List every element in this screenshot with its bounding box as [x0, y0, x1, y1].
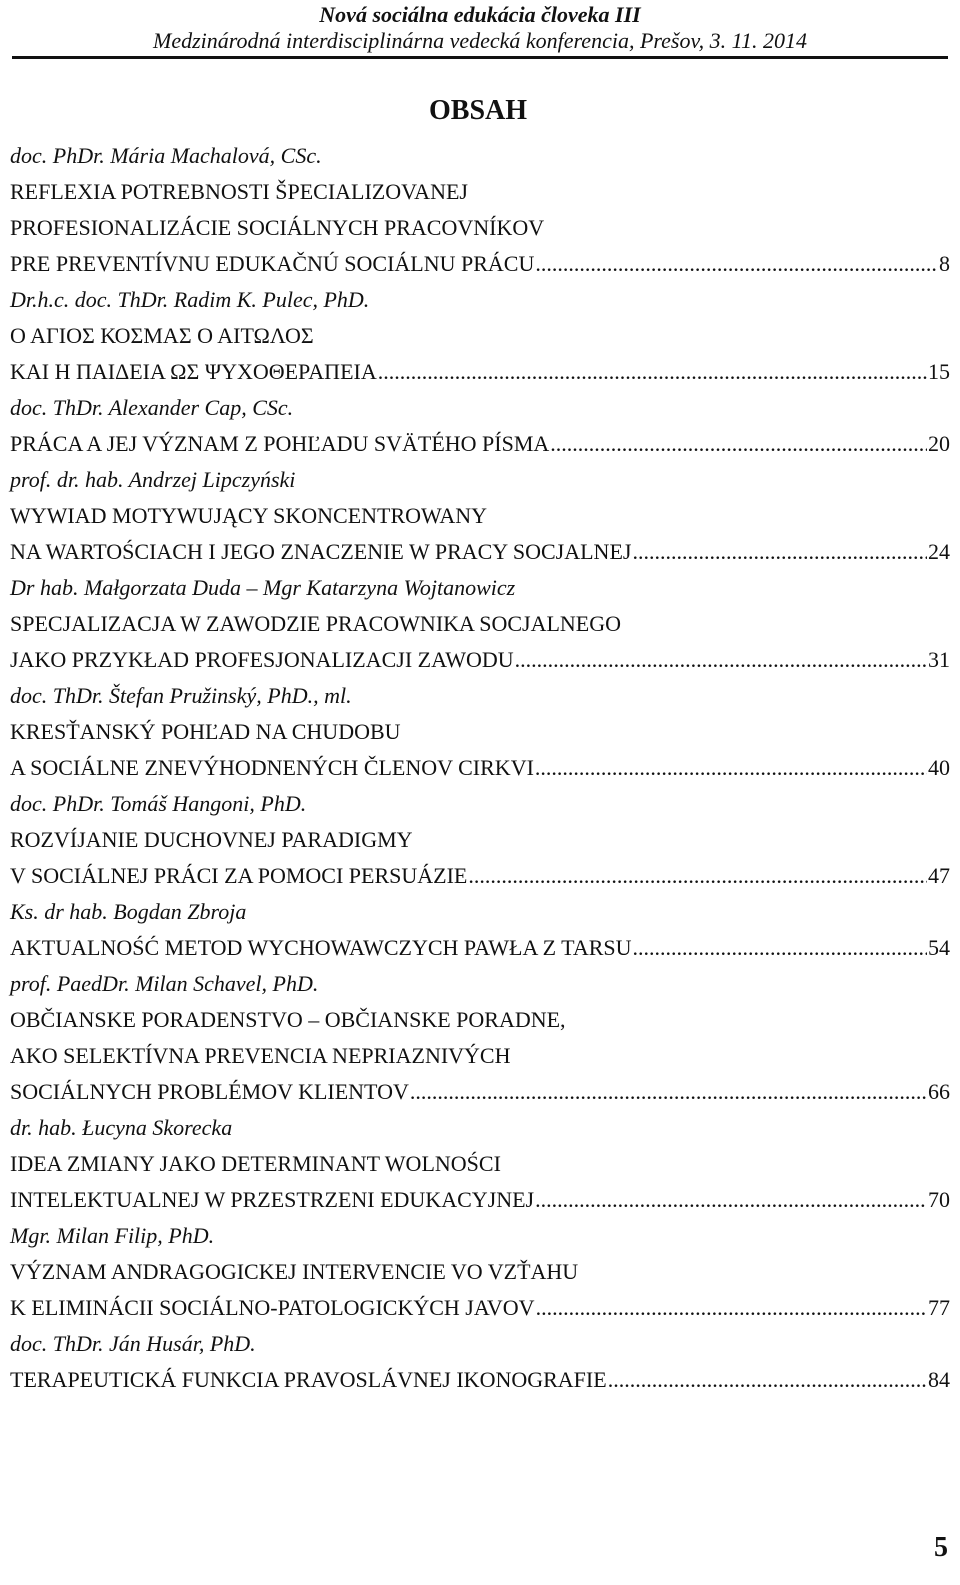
- toc-entry[interactable]: [10, 390, 950, 462]
- toc-title-line: VÝZNAM ANDRAGOGICKEJ INTERVENCIE VO VZŤAHU: [10, 1259, 579, 1284]
- toc-author: Ks. dr hab. Bogdan Zbroja: [10, 899, 247, 924]
- toc-leader-dots: [633, 930, 927, 966]
- toc-entry[interactable]: [10, 786, 950, 894]
- toc-title-last-line: [10, 534, 950, 570]
- toc-author: Dr hab. Małgorzata Duda – Mgr Katarzyna Wojtanowicz: [10, 575, 516, 600]
- toc-author: doc. PhDr. Tomáš Hangoni, PhD.: [10, 791, 307, 816]
- toc-page-number: 15: [928, 359, 950, 384]
- toc-title-text: TERAPEUTICKÁ FUNKCIA PRAVOSLÁVNEJ IKONOGRAFIE: [10, 1367, 607, 1392]
- header-rule: [12, 56, 948, 59]
- header-subtitle: Medzinárodná interdisciplinárna vedecká konferencia, Prešov, 3. 11. 2014: [153, 28, 807, 53]
- toc-entry[interactable]: [10, 678, 950, 786]
- toc-entry[interactable]: [10, 282, 950, 390]
- toc-title-text: V SOCIÁLNEJ PRÁCI ZA POMOCI PERSUÁZIE: [10, 863, 468, 888]
- toc-leader-dots: [468, 858, 927, 894]
- toc-page-number: 54: [928, 935, 950, 960]
- toc-title-text: PRÁCA A JEJ VÝZNAM Z POHĽADU SVÄTÉHO PÍSMA: [10, 431, 550, 456]
- toc-title-line: SPECJALIZACJA W ZAWODZIE PRACOWNIKA SOCJALNEGO: [10, 611, 621, 636]
- toc-page-number: 70: [928, 1187, 950, 1212]
- toc-entry[interactable]: [10, 570, 950, 678]
- toc-leader-dots: [515, 642, 927, 678]
- toc-page-number: 20: [928, 431, 950, 456]
- table-of-contents: [10, 138, 950, 1398]
- toc-entry[interactable]: [10, 462, 950, 570]
- toc-title-text: JAKO PRZYKŁAD PROFESJONALIZACJI ZAWODU: [10, 647, 514, 672]
- page-header: [0, 0, 960, 54]
- toc-leader-dots: [535, 1182, 927, 1218]
- toc-entry[interactable]: [10, 894, 950, 966]
- toc-title-text: PRE PREVENTÍVNU EDUKAČNÚ SOCIÁLNU PRÁCU: [10, 251, 535, 276]
- page-title: OBSAH: [429, 95, 528, 126]
- toc-title-line: KRESŤANSKÝ POHĽAD NA CHUDOBU: [10, 719, 401, 744]
- toc-title-line: ROZVÍJANIE DUCHOVNEJ PARADIGMY: [10, 827, 413, 852]
- toc-page-number: 66: [928, 1079, 950, 1104]
- toc-leader-dots: [536, 1290, 927, 1326]
- toc-page-number: 24: [928, 539, 950, 564]
- toc-page-number: 77: [928, 1295, 950, 1320]
- toc-author: doc. ThDr. Štefan Pružinský, PhD., ml.: [10, 683, 352, 708]
- toc-title-line: REFLEXIA POTREBNOSTI ŠPECIALIZOVANEJ: [10, 179, 468, 204]
- toc-title-last-line: [10, 858, 950, 894]
- toc-title-line: IDEA ZMIANY JAKO DETERMINANT WOLNOŚCI: [10, 1151, 501, 1176]
- toc-author: dr. hab. Łucyna Skorecka: [10, 1115, 233, 1140]
- toc-title-last-line: [10, 354, 950, 390]
- toc-leader-dots: [632, 534, 927, 570]
- toc-title-text: K ELIMINÁCII SOCIÁLNO-PATOLOGICKÝCH JAVOV: [10, 1295, 535, 1320]
- toc-entry[interactable]: [10, 966, 950, 1110]
- toc-leader-dots: [535, 246, 938, 282]
- toc-title-line: PROFESIONALIZÁCIE SOCIÁLNYCH PRACOVNÍKOV: [10, 215, 545, 240]
- header-title: Nová sociálna edukácia človeka III: [319, 2, 641, 27]
- toc-title-text: AKTUALNOŚĆ METOD WYCHOWAWCZYCH PAWŁA Z TARSU: [10, 935, 632, 960]
- toc-leader-dots: [378, 354, 927, 390]
- toc-entry[interactable]: [10, 138, 950, 282]
- toc-author: prof. PaedDr. Milan Schavel, PhD.: [10, 971, 319, 996]
- toc-title-last-line: [10, 1362, 950, 1398]
- toc-page-number: 40: [928, 755, 950, 780]
- toc-entry[interactable]: [10, 1218, 950, 1326]
- toc-author: Mgr. Milan Filip, PhD.: [10, 1223, 215, 1248]
- toc-page-number: 47: [928, 863, 950, 888]
- toc-author: doc. PhDr. Mária Machalová, CSc.: [10, 143, 322, 168]
- toc-title-text: SOCIÁLNYCH PROBLÉMOV KLIENTOV: [10, 1079, 409, 1104]
- toc-author: doc. ThDr. Alexander Cap, CSc.: [10, 395, 294, 420]
- toc-page-number: 8: [939, 251, 950, 276]
- toc-leader-dots: [410, 1074, 927, 1110]
- toc-page-number: 31: [928, 647, 950, 672]
- toc-leader-dots: [535, 750, 927, 786]
- toc-title-last-line: [10, 426, 950, 462]
- toc-entry[interactable]: [10, 1110, 950, 1218]
- toc-title-line: OBČIANSKE PORADENSTVO – OBČIANSKE PORADNE,: [10, 1007, 566, 1032]
- toc-title-line: Ο ΑΓΙΟΣ ΚΟΣΜΑΣ Ο ΑΙΤΩΛΟΣ: [10, 323, 314, 348]
- toc-author: Dr.h.c. doc. ThDr. Radim K. Pulec, PhD.: [10, 287, 370, 312]
- toc-title-text: A SOCIÁLNE ZNEVÝHODNENÝCH ČLENOV CIRKVI: [10, 755, 534, 780]
- toc-title-last-line: [10, 750, 950, 786]
- toc-title-line: WYWIAD MOTYWUJĄCY SKONCENTROWANY: [10, 503, 488, 528]
- toc-title-last-line: [10, 1182, 950, 1218]
- toc-title-text: INTELEKTUALNEJ W PRZESTRZENI EDUKACYJNEJ: [10, 1187, 535, 1212]
- toc-title-text: ΚΑΙ Η ΠΑΙΔΕΙΑ ΩΣ ΨΥΧΟΘΕΡΑΠΕΙΑ: [10, 359, 377, 384]
- toc-leader-dots: [550, 426, 927, 462]
- toc-title-text: NA WARTOŚCIACH I JEGO ZNACZENIE W PRACY SOCJALNEJ: [10, 539, 632, 564]
- toc-author: prof. dr. hab. Andrzej Lipczyński: [10, 467, 296, 492]
- toc-title-last-line: [10, 930, 950, 966]
- page-number: 5: [934, 1532, 948, 1563]
- toc-author: doc. ThDr. Ján Husár, PhD.: [10, 1331, 256, 1356]
- toc-title-last-line: [10, 642, 950, 678]
- toc-title-line: AKO SELEKTÍVNA PREVENCIA NEPRIAZNIVÝCH: [10, 1043, 511, 1068]
- toc-entry[interactable]: [10, 1326, 950, 1398]
- toc-title-last-line: [10, 1074, 950, 1110]
- toc-title-last-line: [10, 1290, 950, 1326]
- toc-page-number: 84: [928, 1367, 950, 1392]
- toc-leader-dots: [608, 1362, 927, 1398]
- toc-title-last-line: [10, 246, 950, 282]
